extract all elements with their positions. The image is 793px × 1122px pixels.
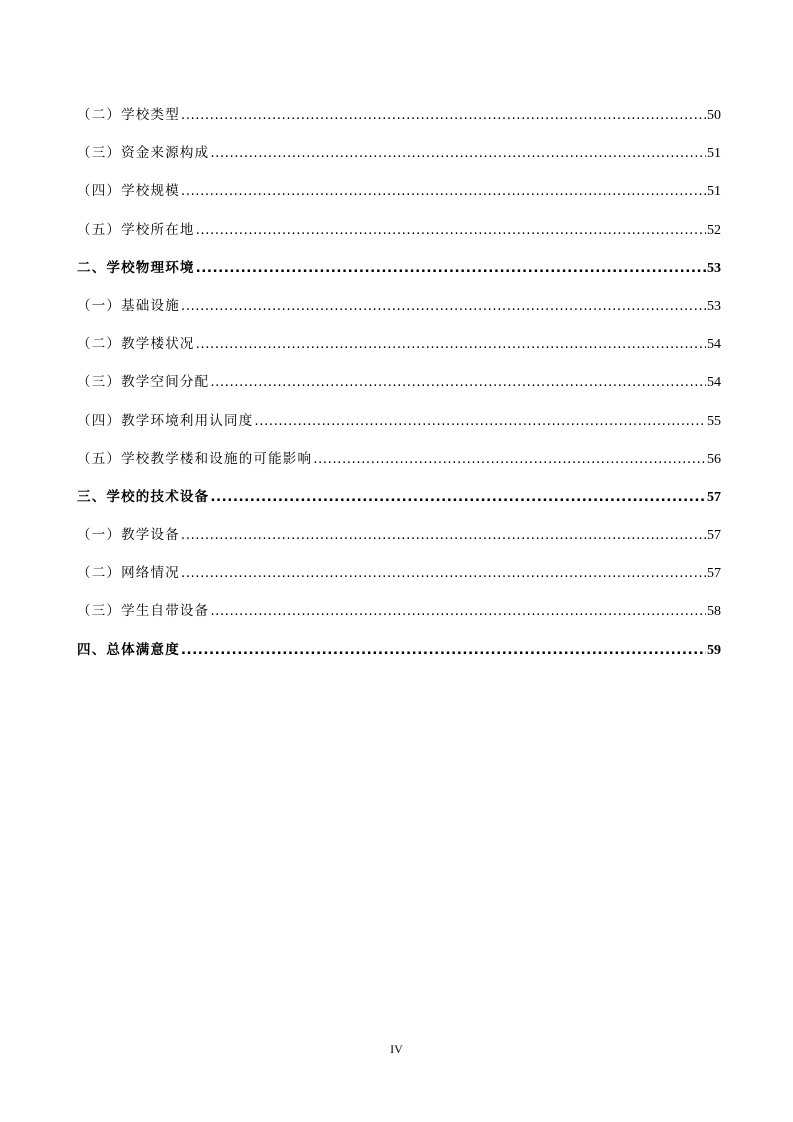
toc-entry-page: 50 bbox=[707, 108, 721, 123]
toc-entry[interactable] bbox=[77, 219, 721, 257]
toc-entry-page: 56 bbox=[707, 451, 721, 467]
toc-entry-title: （二）网络情况 bbox=[77, 565, 180, 582]
toc-entry-page: 57 bbox=[707, 528, 721, 544]
page-number: IV bbox=[390, 1042, 403, 1056]
toc-dot-leader bbox=[196, 257, 706, 279]
toc-entry[interactable] bbox=[77, 448, 721, 486]
toc-entry-title: （四）学校规模 bbox=[77, 183, 180, 200]
toc-entry-title: （一）教学设备 bbox=[77, 527, 180, 544]
toc-entry[interactable] bbox=[77, 410, 721, 448]
toc-dot-leader bbox=[181, 180, 706, 202]
toc-entry-title: （五）学校所在地 bbox=[77, 221, 195, 238]
toc-entry-title: 二、学校物理环境 bbox=[77, 259, 195, 276]
toc-entry-page: 51 bbox=[707, 146, 721, 162]
toc-section-entry[interactable] bbox=[77, 639, 721, 677]
toc-entry-title: （二）学校类型 bbox=[77, 107, 180, 123]
toc-entry[interactable] bbox=[77, 295, 721, 333]
toc-entry-title: （一）基础设施 bbox=[77, 297, 180, 314]
toc-entry[interactable] bbox=[77, 104, 721, 142]
toc-dot-leader bbox=[196, 219, 706, 241]
toc-entry-title: （三）学生自带设备 bbox=[77, 603, 210, 620]
toc-entry[interactable] bbox=[77, 142, 721, 180]
toc-entry-page: 54 bbox=[707, 375, 721, 391]
toc-entry-page: 59 bbox=[707, 642, 721, 658]
toc-dot-leader bbox=[181, 295, 706, 317]
toc-dot-leader bbox=[210, 371, 706, 393]
toc-section-entry[interactable] bbox=[77, 486, 721, 524]
toc-entry-title: （五）学校教学楼和设施的可能影响 bbox=[77, 450, 313, 467]
toc-entry-page: 53 bbox=[707, 298, 721, 314]
toc-dot-leader bbox=[210, 486, 706, 508]
toc-dot-leader bbox=[196, 333, 706, 355]
toc-dot-leader bbox=[254, 410, 706, 432]
toc-dot-leader bbox=[181, 104, 706, 126]
toc-entry-title: （三）资金来源构成 bbox=[77, 145, 210, 162]
toc-entry-page: 57 bbox=[707, 566, 721, 582]
toc-dot-leader bbox=[181, 639, 706, 661]
toc-entry-page: 58 bbox=[707, 604, 721, 620]
toc-dot-leader bbox=[313, 448, 706, 470]
toc-entry-title: （二）教学楼状况 bbox=[77, 336, 195, 353]
toc-entry-title: 四、总体满意度 bbox=[77, 641, 180, 658]
toc-dot-leader bbox=[210, 142, 706, 164]
toc-entry-page: 55 bbox=[707, 413, 721, 429]
toc-dot-leader bbox=[210, 600, 706, 622]
toc-entry[interactable] bbox=[77, 333, 721, 371]
toc-entry-page: 53 bbox=[707, 260, 721, 276]
toc-entry-title: （三）教学空间分配 bbox=[77, 374, 210, 391]
toc-entry-title: （四）教学环境利用认同度 bbox=[77, 412, 254, 429]
toc-entry-page: 54 bbox=[707, 337, 721, 353]
toc-entry-page: 57 bbox=[707, 489, 721, 505]
toc-dot-leader bbox=[181, 562, 706, 584]
toc-entry[interactable] bbox=[77, 600, 721, 638]
toc-entry[interactable] bbox=[77, 371, 721, 409]
toc-entry[interactable] bbox=[77, 180, 721, 218]
toc-entry-title: 三、学校的技术设备 bbox=[77, 488, 210, 505]
toc-dot-leader bbox=[181, 524, 706, 546]
toc-section-entry[interactable] bbox=[77, 257, 721, 295]
toc-entry[interactable] bbox=[77, 562, 721, 600]
table-of-contents bbox=[77, 104, 721, 677]
toc-entry[interactable] bbox=[77, 524, 721, 562]
toc-entry-page: 51 bbox=[707, 184, 721, 200]
toc-entry-page: 52 bbox=[707, 222, 721, 238]
